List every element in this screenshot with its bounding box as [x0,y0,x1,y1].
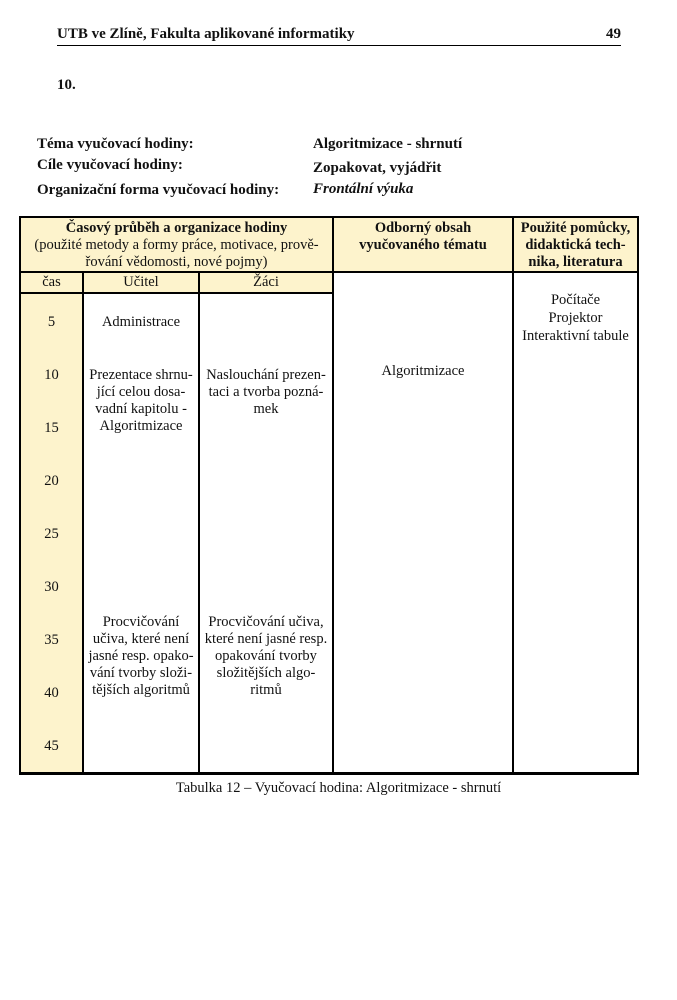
aid-computers: Počítače [550,292,601,308]
time-35: 35 [44,632,59,648]
students-present-3: mek [253,401,279,417]
lesson-number: 10. [57,77,76,93]
students-present-2: taci a tvorba pozná- [208,384,324,400]
col-divider-content [332,216,334,775]
head-col1-sub-2: řování vědomosti, nové pojmy) [85,254,268,270]
time-45: 45 [44,738,59,754]
teacher-practice-1: Procvičování [102,614,180,630]
head-col3-3: nika, literatura [528,254,623,270]
table-border-top [19,216,639,218]
time-10: 10 [44,367,59,383]
subhead-teacher: Učitel [123,274,159,290]
topic-label: Téma vyučovací hodiny: [37,136,194,152]
head-col3-2: didaktická tech- [525,237,626,253]
time-30: 30 [44,579,59,595]
head-col1-sub-1: (použité metody a formy práce, motivace, prově- [34,237,319,253]
teacher-present-4: Algoritmizace [99,418,183,434]
head-col3-1: Použité pomůcky, [520,220,631,236]
form-label: Organizační forma vyučovací hodiny: [37,182,280,198]
header-title: UTB ve Zlíně, Fakulta aplikované informatiky [57,26,355,42]
students-practice-1: Procvičování učiva, [208,614,324,630]
goals-label: Cíle vyučovací hodiny: [37,157,183,173]
teacher-practice-5: tějších algoritmů [92,682,190,698]
col-divider-students [198,273,200,775]
head-col2-1: Odborný obsah [374,220,472,236]
teacher-present-3: vadní kapitolu - [95,401,187,417]
subhead-students: Žáci [253,274,279,290]
teacher-practice-3: jasné resp. opako- [88,648,194,664]
subhead-time: čas [42,274,61,290]
table-caption: Tabulka 12 – Vyučovací hodina: Algoritmizace - shrnutí [175,780,502,796]
goals-value: Zopakovat, vyjádřit [313,160,442,176]
teacher-admin: Administrace [101,314,181,330]
head-col2-2: vyučovaného tématu [359,237,487,253]
time-15: 15 [44,420,59,436]
students-practice-2: které není jasné resp. [204,631,328,647]
head-col1-title: Časový průběh a organizace hodiny [65,220,288,236]
teacher-present-1: Prezentace shrnu- [89,367,193,383]
subheader-divider [19,292,333,294]
table-border-bottom [19,772,639,775]
time-20: 20 [44,473,59,489]
time-25: 25 [44,526,59,542]
students-practice-5: ritmů [250,682,282,698]
table-border-right [637,216,639,775]
form-value: Frontální výuka [313,181,414,197]
page-number: 49 [606,26,621,42]
teacher-practice-4: vání tvorby složi- [89,665,193,681]
aid-interactive-board: Interaktivní tabule [522,328,629,344]
students-practice-4: složitějších algo- [216,665,316,681]
teacher-practice-2: učiva, které není [92,631,190,647]
aid-projector: Projektor [548,310,603,326]
time-5: 5 [47,314,56,330]
teacher-present-2: jící celou dosa- [96,384,186,400]
time-40: 40 [44,685,59,701]
students-practice-3: opakování tvorby [215,648,317,664]
header-divider [19,271,639,273]
topic-value: Algoritmizace - shrnutí [313,136,463,152]
content-topic: Algoritmizace [381,363,465,379]
students-present-1: Naslouchání prezen- [206,367,326,383]
